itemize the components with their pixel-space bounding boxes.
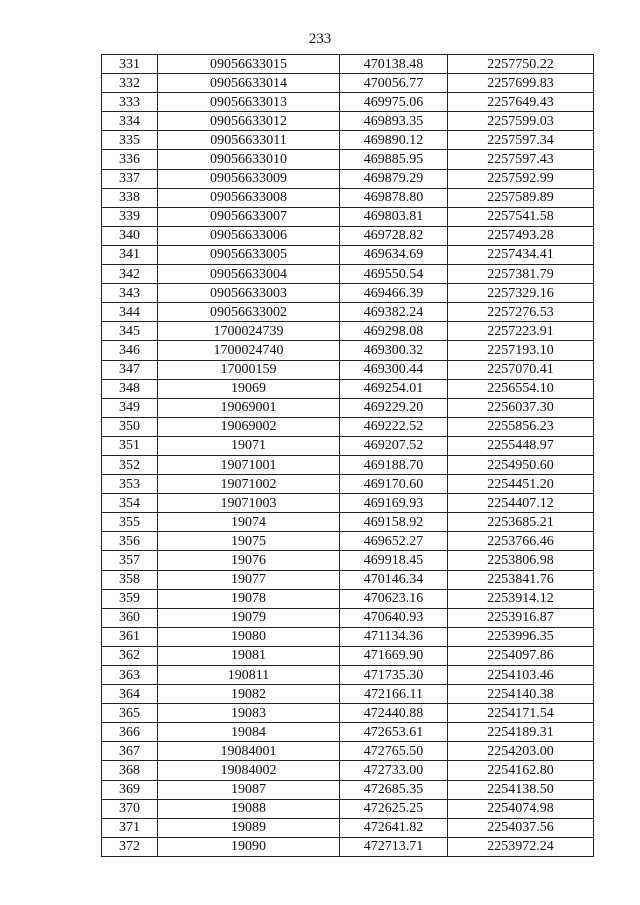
point-id-cell: 19088 xyxy=(158,799,340,818)
point-id-cell: 19075 xyxy=(158,532,340,551)
y-coordinate-cell: 2257597.34 xyxy=(448,131,594,150)
point-id-cell: 19084002 xyxy=(158,761,340,780)
point-id-cell: 09056633004 xyxy=(158,265,340,284)
row-number-cell: 354 xyxy=(102,494,158,513)
row-number-cell: 336 xyxy=(102,150,158,169)
row-number-cell: 344 xyxy=(102,303,158,322)
row-number-cell: 331 xyxy=(102,55,158,74)
y-coordinate-cell: 2253685.21 xyxy=(448,513,594,532)
x-coordinate-cell: 469158.92 xyxy=(340,513,448,532)
point-id-cell: 1700024739 xyxy=(158,322,340,341)
row-number-cell: 356 xyxy=(102,532,158,551)
table-row xyxy=(102,150,594,169)
y-coordinate-cell: 2254037.56 xyxy=(448,818,594,837)
point-id-cell: 19069002 xyxy=(158,417,340,436)
row-number-cell: 337 xyxy=(102,169,158,188)
row-number-cell: 352 xyxy=(102,455,158,474)
y-coordinate-cell: 2257699.83 xyxy=(448,74,594,93)
x-coordinate-cell: 469550.54 xyxy=(340,265,448,284)
y-coordinate-cell: 2254097.86 xyxy=(448,646,594,665)
table-row xyxy=(102,570,594,589)
x-coordinate-cell: 469254.01 xyxy=(340,379,448,398)
coordinates-table-body xyxy=(102,55,594,857)
point-id-cell: 09056633014 xyxy=(158,74,340,93)
y-coordinate-cell: 2254407.12 xyxy=(448,494,594,513)
x-coordinate-cell: 469634.69 xyxy=(340,245,448,264)
y-coordinate-cell: 2255448.97 xyxy=(448,436,594,455)
row-number-cell: 338 xyxy=(102,188,158,207)
point-id-cell: 19083 xyxy=(158,704,340,723)
point-id-cell: 09056633012 xyxy=(158,112,340,131)
table-row xyxy=(102,417,594,436)
y-coordinate-cell: 2254162.80 xyxy=(448,761,594,780)
y-coordinate-cell: 2253996.35 xyxy=(448,627,594,646)
y-coordinate-cell: 2257434.41 xyxy=(448,245,594,264)
point-id-cell: 09056633015 xyxy=(158,55,340,74)
x-coordinate-cell: 469803.81 xyxy=(340,207,448,226)
table-row xyxy=(102,551,594,570)
y-coordinate-cell: 2253841.76 xyxy=(448,570,594,589)
table-row xyxy=(102,226,594,245)
row-number-cell: 369 xyxy=(102,780,158,799)
y-coordinate-cell: 2257381.79 xyxy=(448,265,594,284)
x-coordinate-cell: 472440.88 xyxy=(340,704,448,723)
row-number-cell: 335 xyxy=(102,131,158,150)
row-number-cell: 346 xyxy=(102,341,158,360)
row-number-cell: 360 xyxy=(102,608,158,627)
page-number: 233 xyxy=(308,31,332,47)
x-coordinate-cell: 472625.25 xyxy=(340,799,448,818)
row-number-cell: 366 xyxy=(102,723,158,742)
row-number-cell: 351 xyxy=(102,436,158,455)
row-number-cell: 353 xyxy=(102,475,158,494)
point-id-cell: 09056633003 xyxy=(158,284,340,303)
x-coordinate-cell: 469652.27 xyxy=(340,532,448,551)
x-coordinate-cell: 469222.52 xyxy=(340,417,448,436)
point-id-cell: 19081 xyxy=(158,646,340,665)
x-coordinate-cell: 472653.61 xyxy=(340,723,448,742)
table-row xyxy=(102,265,594,284)
x-coordinate-cell: 470146.34 xyxy=(340,570,448,589)
point-id-cell: 19080 xyxy=(158,627,340,646)
row-number-cell: 345 xyxy=(102,322,158,341)
row-number-cell: 348 xyxy=(102,379,158,398)
table-row xyxy=(102,723,594,742)
table-row xyxy=(102,74,594,93)
point-id-cell: 09056633002 xyxy=(158,303,340,322)
row-number-cell: 359 xyxy=(102,589,158,608)
point-id-cell: 17000159 xyxy=(158,360,340,379)
table-row xyxy=(102,303,594,322)
row-number-cell: 332 xyxy=(102,74,158,93)
table-row xyxy=(102,685,594,704)
x-coordinate-cell: 469207.52 xyxy=(340,436,448,455)
point-id-cell: 19084001 xyxy=(158,742,340,761)
point-id-cell: 09056633008 xyxy=(158,188,340,207)
point-id-cell: 1700024740 xyxy=(158,341,340,360)
table-row xyxy=(102,799,594,818)
x-coordinate-cell: 469300.32 xyxy=(340,341,448,360)
x-coordinate-cell: 469466.39 xyxy=(340,284,448,303)
row-number-cell: 333 xyxy=(102,93,158,112)
coordinates-table xyxy=(101,54,594,857)
y-coordinate-cell: 2255856.23 xyxy=(448,417,594,436)
table-row xyxy=(102,513,594,532)
x-coordinate-cell: 469890.12 xyxy=(340,131,448,150)
row-number-cell: 363 xyxy=(102,666,158,685)
point-id-cell: 190811 xyxy=(158,666,340,685)
x-coordinate-cell: 472685.35 xyxy=(340,780,448,799)
y-coordinate-cell: 2254103.46 xyxy=(448,666,594,685)
y-coordinate-cell: 2254451.20 xyxy=(448,475,594,494)
y-coordinate-cell: 2254189.31 xyxy=(448,723,594,742)
y-coordinate-cell: 2254171.54 xyxy=(448,704,594,723)
row-number-cell: 371 xyxy=(102,818,158,837)
point-id-cell: 09056633005 xyxy=(158,245,340,264)
point-id-cell: 19090 xyxy=(158,837,340,856)
table-row xyxy=(102,646,594,665)
x-coordinate-cell: 469170.60 xyxy=(340,475,448,494)
y-coordinate-cell: 2254140.38 xyxy=(448,685,594,704)
row-number-cell: 334 xyxy=(102,112,158,131)
x-coordinate-cell: 469229.20 xyxy=(340,398,448,417)
table-row xyxy=(102,627,594,646)
table-row xyxy=(102,284,594,303)
point-id-cell: 19074 xyxy=(158,513,340,532)
y-coordinate-cell: 2253972.24 xyxy=(448,837,594,856)
point-id-cell: 19089 xyxy=(158,818,340,837)
table-row xyxy=(102,436,594,455)
point-id-cell: 19071003 xyxy=(158,494,340,513)
point-id-cell: 19069001 xyxy=(158,398,340,417)
row-number-cell: 364 xyxy=(102,685,158,704)
row-number-cell: 355 xyxy=(102,513,158,532)
y-coordinate-cell: 2254950.60 xyxy=(448,455,594,474)
y-coordinate-cell: 2256037.30 xyxy=(448,398,594,417)
y-coordinate-cell: 2253766.46 xyxy=(448,532,594,551)
table-row xyxy=(102,818,594,837)
table-row xyxy=(102,780,594,799)
table-row xyxy=(102,398,594,417)
row-number-cell: 349 xyxy=(102,398,158,417)
row-number-cell: 342 xyxy=(102,265,158,284)
x-coordinate-cell: 469918.45 xyxy=(340,551,448,570)
row-number-cell: 350 xyxy=(102,417,158,436)
y-coordinate-cell: 2253916.87 xyxy=(448,608,594,627)
point-id-cell: 09056633009 xyxy=(158,169,340,188)
x-coordinate-cell: 469298.08 xyxy=(340,322,448,341)
table-row xyxy=(102,188,594,207)
point-id-cell: 19079 xyxy=(158,608,340,627)
x-coordinate-cell: 469300.44 xyxy=(340,360,448,379)
table-row xyxy=(102,589,594,608)
table-row xyxy=(102,131,594,150)
row-number-cell: 367 xyxy=(102,742,158,761)
table-row xyxy=(102,93,594,112)
y-coordinate-cell: 2257750.22 xyxy=(448,55,594,74)
y-coordinate-cell: 2256554.10 xyxy=(448,379,594,398)
row-number-cell: 365 xyxy=(102,704,158,723)
point-id-cell: 09056633011 xyxy=(158,131,340,150)
point-id-cell: 19076 xyxy=(158,551,340,570)
x-coordinate-cell: 472713.71 xyxy=(340,837,448,856)
table-row xyxy=(102,666,594,685)
table-row xyxy=(102,742,594,761)
x-coordinate-cell: 472166.11 xyxy=(340,685,448,704)
x-coordinate-cell: 469879.29 xyxy=(340,169,448,188)
table-row xyxy=(102,532,594,551)
x-coordinate-cell: 469878.80 xyxy=(340,188,448,207)
row-number-cell: 343 xyxy=(102,284,158,303)
table-row xyxy=(102,704,594,723)
y-coordinate-cell: 2254074.98 xyxy=(448,799,594,818)
x-coordinate-cell: 470138.48 xyxy=(340,55,448,74)
x-coordinate-cell: 472641.82 xyxy=(340,818,448,837)
point-id-cell: 19078 xyxy=(158,589,340,608)
x-coordinate-cell: 469188.70 xyxy=(340,455,448,474)
row-number-cell: 370 xyxy=(102,799,158,818)
x-coordinate-cell: 470640.93 xyxy=(340,608,448,627)
row-number-cell: 372 xyxy=(102,837,158,856)
table-row xyxy=(102,341,594,360)
row-number-cell: 339 xyxy=(102,207,158,226)
y-coordinate-cell: 2257276.53 xyxy=(448,303,594,322)
x-coordinate-cell: 472733.00 xyxy=(340,761,448,780)
y-coordinate-cell: 2257599.03 xyxy=(448,112,594,131)
y-coordinate-cell: 2257493.28 xyxy=(448,226,594,245)
table-row xyxy=(102,360,594,379)
point-id-cell: 19084 xyxy=(158,723,340,742)
y-coordinate-cell: 2257649.43 xyxy=(448,93,594,112)
x-coordinate-cell: 469169.93 xyxy=(340,494,448,513)
x-coordinate-cell: 471134.36 xyxy=(340,627,448,646)
y-coordinate-cell: 2257193.10 xyxy=(448,341,594,360)
y-coordinate-cell: 2257329.16 xyxy=(448,284,594,303)
y-coordinate-cell: 2257589.89 xyxy=(448,188,594,207)
y-coordinate-cell: 2257223.91 xyxy=(448,322,594,341)
point-id-cell: 19071002 xyxy=(158,475,340,494)
row-number-cell: 358 xyxy=(102,570,158,589)
table-row xyxy=(102,322,594,341)
point-id-cell: 19071001 xyxy=(158,455,340,474)
table-row xyxy=(102,55,594,74)
table-row xyxy=(102,761,594,780)
row-number-cell: 347 xyxy=(102,360,158,379)
table-row xyxy=(102,169,594,188)
x-coordinate-cell: 469728.82 xyxy=(340,226,448,245)
x-coordinate-cell: 472765.50 xyxy=(340,742,448,761)
table-row xyxy=(102,379,594,398)
point-id-cell: 19069 xyxy=(158,379,340,398)
y-coordinate-cell: 2257541.58 xyxy=(448,207,594,226)
y-coordinate-cell: 2253806.98 xyxy=(448,551,594,570)
y-coordinate-cell: 2257597.43 xyxy=(448,150,594,169)
point-id-cell: 09056633013 xyxy=(158,93,340,112)
y-coordinate-cell: 2257592.99 xyxy=(448,169,594,188)
x-coordinate-cell: 470623.16 xyxy=(340,589,448,608)
y-coordinate-cell: 2254138.50 xyxy=(448,780,594,799)
table-row xyxy=(102,112,594,131)
table-row xyxy=(102,494,594,513)
table-row xyxy=(102,837,594,856)
table-row xyxy=(102,455,594,474)
x-coordinate-cell: 471669.90 xyxy=(340,646,448,665)
x-coordinate-cell: 469885.95 xyxy=(340,150,448,169)
x-coordinate-cell: 469893.35 xyxy=(340,112,448,131)
point-id-cell: 19077 xyxy=(158,570,340,589)
point-id-cell: 19087 xyxy=(158,780,340,799)
table-row xyxy=(102,245,594,264)
y-coordinate-cell: 2253914.12 xyxy=(448,589,594,608)
row-number-cell: 340 xyxy=(102,226,158,245)
point-id-cell: 09056633007 xyxy=(158,207,340,226)
point-id-cell: 19071 xyxy=(158,436,340,455)
table-row xyxy=(102,608,594,627)
x-coordinate-cell: 470056.77 xyxy=(340,74,448,93)
point-id-cell: 09056633010 xyxy=(158,150,340,169)
row-number-cell: 357 xyxy=(102,551,158,570)
table-row xyxy=(102,207,594,226)
row-number-cell: 341 xyxy=(102,245,158,264)
row-number-cell: 368 xyxy=(102,761,158,780)
y-coordinate-cell: 2254203.00 xyxy=(448,742,594,761)
y-coordinate-cell: 2257070.41 xyxy=(448,360,594,379)
row-number-cell: 361 xyxy=(102,627,158,646)
x-coordinate-cell: 469382.24 xyxy=(340,303,448,322)
x-coordinate-cell: 471735.30 xyxy=(340,666,448,685)
point-id-cell: 19082 xyxy=(158,685,340,704)
table-row xyxy=(102,475,594,494)
point-id-cell: 09056633006 xyxy=(158,226,340,245)
x-coordinate-cell: 469975.06 xyxy=(340,93,448,112)
row-number-cell: 362 xyxy=(102,646,158,665)
